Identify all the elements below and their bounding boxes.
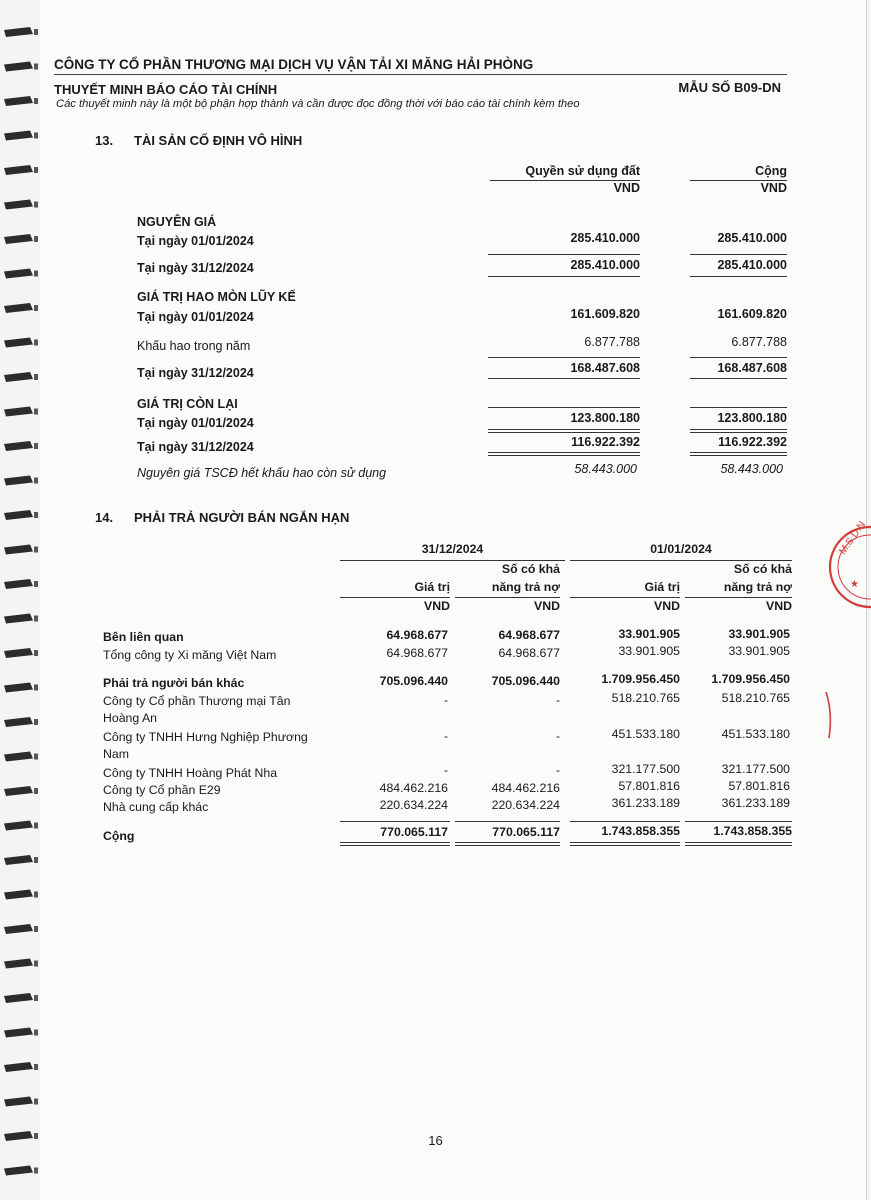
binding-coil <box>4 476 33 486</box>
binding-hole <box>34 340 38 346</box>
binding-hole <box>34 133 38 139</box>
s13-heading-depreciation: GIÁ TRỊ HAO MÒN LŨY KẾ <box>137 290 296 304</box>
s13-row-value: 285.410.000 <box>570 231 640 245</box>
s14-row-label: Phải trả người bán khác <box>103 676 245 690</box>
s14-cell: - <box>443 693 448 707</box>
s13-row-value: 116.922.392 <box>718 435 787 449</box>
s14-col-pay1: Số có khả <box>501 562 560 576</box>
binding-hole <box>34 685 38 691</box>
s14-row-label: Nhà cung cấp khác <box>103 800 209 814</box>
s13-row-label: Tại ngày 31/12/2024 <box>137 366 254 380</box>
binding-coil <box>4 303 33 313</box>
s14-cell: 705.096.440 <box>379 674 448 688</box>
s14-row-label: Công ty TNHH Hoàng Phát Nha <box>103 766 278 780</box>
binding-coil <box>4 165 33 175</box>
s14-col-value: Giá trị <box>414 580 450 594</box>
s13-row-value: 285.410.000 <box>570 258 640 272</box>
s14-date-prior: 01/01/2024 <box>650 542 712 556</box>
s13-row-label: Tại ngày 01/01/2024 <box>137 416 254 430</box>
s14-double-rule <box>455 842 560 846</box>
s14-cell: - <box>555 693 560 707</box>
s14-cell: 1.743.858.355 <box>601 824 680 838</box>
s13-rule <box>488 407 640 408</box>
section13-title: TÀI SẢN CỐ ĐỊNH VÔ HÌNH <box>134 133 303 148</box>
binding-coil <box>4 1097 33 1107</box>
binding-hole <box>34 961 38 967</box>
s14-col-value: Giá trị <box>644 580 680 594</box>
binding-coil <box>4 683 33 693</box>
binding-hole <box>34 823 38 829</box>
section13-number: 13. <box>95 133 114 148</box>
s14-cell: 33.901.905 <box>618 644 680 658</box>
s14-unit: VND <box>766 599 792 613</box>
s14-cell: 64.968.677 <box>498 628 560 642</box>
s14-row-label: Tổng công ty Xi măng Việt Nam <box>103 648 277 662</box>
report-subtitle: Các thuyết minh này là một bộ phận hợp thành và cần được đọc đồng thời với báo cáo tài chính kèm theo <box>56 98 580 110</box>
binding-hole <box>34 202 38 208</box>
s13-total-rule <box>488 276 640 277</box>
company-name: CÔNG TY CỔ PHẦN THƯƠNG MẠI DỊCH VỤ VẬN TẢI XI MĂNG HẢI PHÒNG <box>54 57 534 72</box>
s13-double-rule <box>690 452 787 456</box>
s14-cell: 1.709.956.450 <box>711 672 790 686</box>
s13-row-label: Nguyên giá TSCĐ hết khấu hao còn sử dụng <box>137 466 387 480</box>
s13-total-rule <box>690 276 787 277</box>
s14-total-rule <box>340 821 450 822</box>
binding-hole <box>34 98 38 104</box>
s14-cell: 451.533.180 <box>611 727 680 741</box>
s14-col-rule <box>455 597 560 598</box>
binding-coil <box>4 959 33 969</box>
binding-coil <box>4 545 33 555</box>
s13-row-value: 168.487.608 <box>570 361 640 375</box>
binding-coil <box>4 234 33 244</box>
binding-hole <box>34 581 38 587</box>
binding-coil <box>4 890 33 900</box>
binding-hole <box>34 1168 38 1174</box>
binding-coil <box>4 1062 33 1072</box>
s13-subtotal-rule <box>690 254 787 255</box>
s14-cell: 220.634.224 <box>379 798 448 812</box>
s13-double-rule <box>690 429 787 433</box>
binding-hole <box>34 1030 38 1036</box>
binding-coil <box>4 648 33 658</box>
s13-row-value: 168.487.608 <box>717 361 787 375</box>
binding-hole <box>34 374 38 380</box>
s14-col-rule <box>570 597 680 598</box>
s14-cell: 705.096.440 <box>491 674 560 688</box>
s13-double-rule <box>488 429 640 433</box>
s14-col-pay2: năng trả nợ <box>723 580 792 594</box>
s14-cell: 1.743.858.355 <box>713 824 792 838</box>
s14-cell: 321.177.500 <box>721 762 790 776</box>
binding-coil <box>4 441 33 451</box>
binding-hole <box>34 926 38 932</box>
binding-coil <box>4 27 33 37</box>
binding-hole <box>34 1099 38 1105</box>
binding-coil <box>4 1166 33 1176</box>
binding-hole <box>34 409 38 415</box>
binding-hole <box>34 650 38 656</box>
s13-unit-1: VND <box>613 181 640 195</box>
s13-row-label: Tại ngày 31/12/2024 <box>137 440 254 454</box>
s13-row-label: Tại ngày 01/01/2024 <box>137 234 254 248</box>
s14-cell: 1.709.956.450 <box>601 672 680 686</box>
s14-unit: VND <box>654 599 680 613</box>
s14-col-pay1: Số có khả <box>733 562 792 576</box>
svg-text:★: ★ <box>850 579 859 590</box>
s13-row-value: 6.877.788 <box>731 335 787 349</box>
binding-coil <box>4 579 33 589</box>
binding-coil <box>4 993 33 1003</box>
s13-subtotal-rule <box>488 357 640 358</box>
s13-subtotal-rule <box>488 254 640 255</box>
report-title: THUYẾT MINH BÁO CÁO TÀI CHÍNH <box>54 82 278 97</box>
s14-col-pay2: năng trả nợ <box>491 580 560 594</box>
binding-coil <box>4 614 33 624</box>
s13-row-label: Khấu hao trong năm <box>137 339 251 353</box>
binding-hole <box>34 892 38 898</box>
s14-unit: VND <box>534 599 560 613</box>
s13-row-value: 6.877.788 <box>584 335 640 349</box>
s14-double-rule <box>570 842 680 846</box>
binding-hole <box>34 616 38 622</box>
s13-row-value: 116.922.392 <box>571 435 640 449</box>
s13-row-value: 285.410.000 <box>717 231 787 245</box>
header-rule <box>54 74 787 75</box>
binding-hole <box>34 512 38 518</box>
binding-coil <box>4 510 33 520</box>
binding-hole <box>34 547 38 553</box>
s14-cell: - <box>443 729 448 743</box>
binding-hole <box>34 29 38 35</box>
s13-row-value: 161.609.820 <box>570 307 640 321</box>
s14-unit: VND <box>424 599 450 613</box>
s13-row-value: 58.443.000 <box>720 462 783 476</box>
s14-cell: 361.233.189 <box>611 796 680 810</box>
s14-row-label: Công ty TNHH Hưng Nghiệp Phương <box>103 730 308 744</box>
s14-col-rule <box>685 597 792 598</box>
s14-date-current: 31/12/2024 <box>421 542 484 556</box>
binding-hole <box>34 167 38 173</box>
s14-cell: - <box>555 763 560 777</box>
s14-cell: 64.968.677 <box>386 628 448 642</box>
s14-cell: - <box>443 763 448 777</box>
s13-row-label: Tại ngày 01/01/2024 <box>137 310 254 324</box>
s14-cell: 518.210.765 <box>721 691 790 705</box>
company-stamp-partial <box>808 515 871 615</box>
s14-date-rule <box>570 560 792 561</box>
s14-cell: 361.233.189 <box>721 796 790 810</box>
s14-total-rule <box>455 821 560 822</box>
binding-hole <box>34 305 38 311</box>
s14-row-label-cont: Hoàng An <box>103 711 158 725</box>
binding-coil <box>4 131 33 141</box>
binding-hole <box>34 719 38 725</box>
s14-cell: 770.065.117 <box>492 825 560 839</box>
binding-coil <box>4 96 33 106</box>
binding-hole <box>34 754 38 760</box>
binding-coil <box>4 786 33 796</box>
s13-total-rule <box>690 378 787 379</box>
binding-coil <box>4 717 33 727</box>
s14-cell: 33.901.905 <box>728 627 790 641</box>
s14-cell: 57.801.816 <box>728 779 790 793</box>
s13-row-value: 123.800.180 <box>570 411 640 425</box>
form-number: MẪU SỐ B09-DN <box>678 80 781 95</box>
s14-cell: 33.901.905 <box>728 644 790 658</box>
s14-total-rule <box>570 821 680 822</box>
s13-double-rule <box>488 452 640 456</box>
binding-hole <box>34 64 38 70</box>
s13-row-value: 58.443.000 <box>574 462 637 476</box>
s14-cell: 57.801.816 <box>618 779 680 793</box>
binding-hole <box>34 857 38 863</box>
pen-mark-decoration <box>820 690 840 740</box>
binding-coil <box>4 752 33 762</box>
s14-row-label: Công ty Cổ phần E29 <box>103 783 221 797</box>
binding-hole <box>34 788 38 794</box>
binding-coil <box>4 269 33 279</box>
section14-title: PHẢI TRẢ NGƯỜI BÁN NGẮN HẠN <box>134 510 350 525</box>
s13-subtotal-rule <box>690 357 787 358</box>
s14-cell: 451.533.180 <box>721 727 790 741</box>
binding-coil <box>4 62 33 72</box>
s13-rule <box>690 407 787 408</box>
s14-cell: - <box>555 729 560 743</box>
s14-row-label-cont: Nam <box>103 747 129 761</box>
s14-cell: 33.901.905 <box>618 627 680 641</box>
s14-cell: 484.462.216 <box>491 781 560 795</box>
s14-cell: 518.210.765 <box>611 691 680 705</box>
s13-row-value: 285.410.000 <box>717 258 787 272</box>
s13-heading-net: GIÁ TRỊ CÒN LẠI <box>137 397 238 411</box>
binding-coil <box>4 372 33 382</box>
s14-double-rule <box>340 842 450 846</box>
binding-hole <box>34 478 38 484</box>
s14-col-rule <box>340 597 450 598</box>
binding-coil <box>4 407 33 417</box>
s13-row-value: 123.800.180 <box>717 411 787 425</box>
binding-hole <box>34 271 38 277</box>
s14-row-label: Bên liên quan <box>103 630 184 644</box>
s13-heading-cost: NGUYÊN GIÁ <box>137 215 217 229</box>
s14-cell: 321.177.500 <box>611 762 680 776</box>
s14-cell: 64.968.677 <box>386 646 448 660</box>
binding-coil <box>4 338 33 348</box>
s13-col-land-use-right: Quyền sử dụng đất <box>525 164 640 178</box>
binding-hole <box>34 1064 38 1070</box>
page-number: 16 <box>428 1133 443 1148</box>
spiral-binding-decoration <box>0 0 40 1200</box>
s14-row-label: Công ty Cổ phần Thương mại Tân <box>103 694 291 708</box>
s14-total-rule <box>685 821 792 822</box>
s13-row-label: Tại ngày 31/12/2024 <box>137 261 254 275</box>
s13-row-value: 161.609.820 <box>717 307 787 321</box>
binding-hole <box>34 443 38 449</box>
binding-coil <box>4 200 33 210</box>
s14-double-rule <box>685 842 792 846</box>
s14-cell: 484.462.216 <box>379 781 448 795</box>
s14-cell: 64.968.677 <box>498 646 560 660</box>
binding-coil <box>4 821 33 831</box>
s14-cell: 220.634.224 <box>491 798 560 812</box>
binding-hole <box>34 995 38 1001</box>
s13-unit-2: VND <box>760 181 787 195</box>
section14-number: 14. <box>95 510 114 525</box>
binding-coil <box>4 855 33 865</box>
stamp-text: M.S.D.N <box>837 519 869 557</box>
binding-coil <box>4 924 33 934</box>
s13-col-total: Cộng <box>755 164 787 178</box>
s14-date-rule <box>340 560 565 561</box>
s13-total-rule <box>488 378 640 379</box>
binding-hole <box>34 236 38 242</box>
s14-total-label: Cộng <box>103 829 135 843</box>
binding-coil <box>4 1028 33 1038</box>
s14-cell: 770.065.117 <box>380 825 448 839</box>
